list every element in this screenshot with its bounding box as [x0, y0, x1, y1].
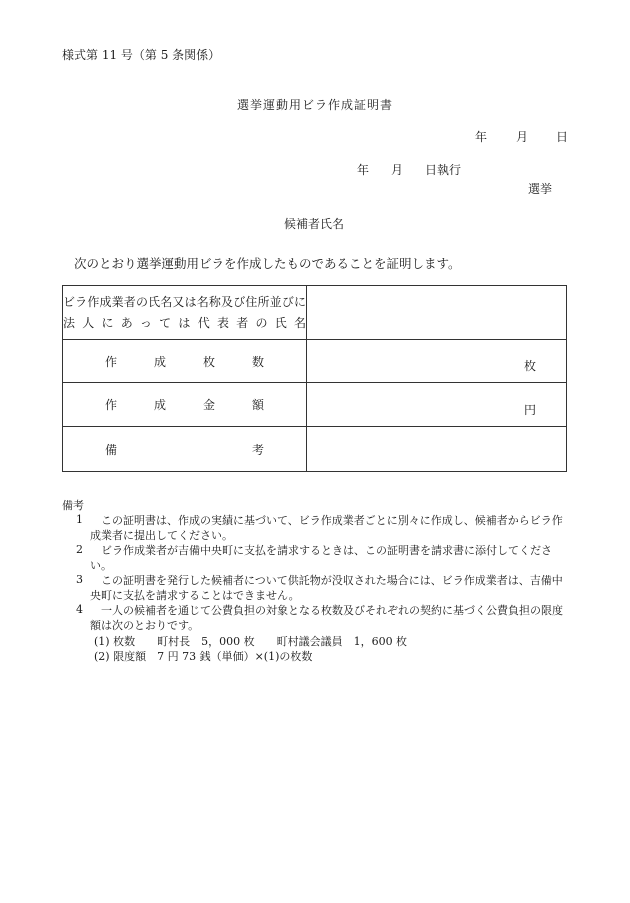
note-sub-limit: (2) 限度額 7 円 73 銭（単価）×(1)の枚数 — [94, 650, 313, 663]
exec-month: 月 — [391, 163, 404, 177]
table-row — [63, 340, 567, 383]
table-row — [63, 286, 567, 340]
date-month: 月 — [516, 130, 529, 144]
supplier-label: ビラ作成業者の氏名又は名称及び住所並びに法人にあっては代表者の氏名 — [63, 286, 307, 340]
candidate-name-label: 候補者氏名 — [284, 217, 345, 231]
notes-title: 備考 — [62, 499, 84, 512]
table-row — [63, 427, 567, 472]
amount-unit: 円 — [523, 403, 536, 417]
amount-label: 作 成 金 額 — [105, 398, 264, 412]
date-day: 日 — [556, 130, 569, 144]
document-title: 選挙運動用ビラ作成証明書 — [236, 98, 393, 112]
certificate-table — [62, 285, 567, 472]
election-label: 選挙 — [528, 182, 553, 196]
exec-day: 日執行 — [425, 163, 462, 177]
remarks-label: 備 考 — [105, 442, 264, 457]
table-row — [63, 383, 567, 427]
count-unit: 枚 — [523, 359, 536, 373]
amount-value-cell[interactable] — [307, 383, 567, 427]
form-number: 様式第 11 号（第 5 条関係） — [62, 48, 221, 62]
supplier-value-cell[interactable] — [307, 286, 567, 340]
count-value-cell[interactable] — [307, 340, 567, 383]
note-sub-count: (1) 枚数 町村長 5，000 枚 町村議会議員 1，600 枚 — [94, 635, 408, 648]
exec-year: 年 — [357, 163, 370, 177]
remarks-value-cell[interactable] — [307, 427, 567, 472]
intro-text: 次のとおり選挙運動用ビラを作成したものであることを証明します。 — [74, 256, 461, 271]
date-year: 年 — [475, 130, 488, 144]
count-label: 作 成 枚 数 — [105, 354, 264, 369]
